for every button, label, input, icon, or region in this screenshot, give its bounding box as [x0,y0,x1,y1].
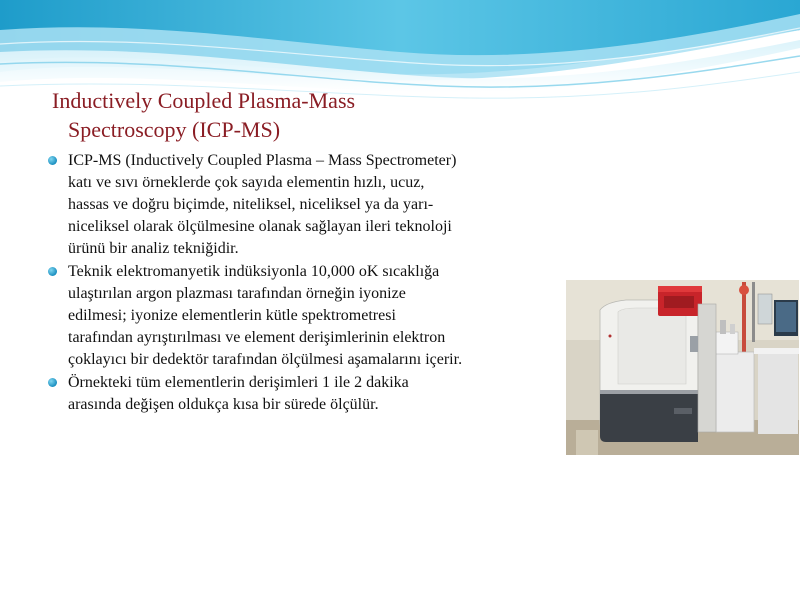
bullet-line: edilmesi; iyonize elementlerin kütle spektrometresi [68,307,396,324]
bullet-dot-icon [48,267,57,276]
bullet-item [44,150,584,260]
bullet-list [44,150,584,417]
bullet-line: niceliksel olarak ölçülmesine olanak sağlayan ileri teknoloji [68,218,452,235]
bullet-line: Teknik elektromanyetik indüksiyonla 10,000 oK sıcaklığa [68,263,440,280]
bullet-line: katı ve sıvı örneklerde çok sayıda elementin hızlı, ucuz, [68,174,425,191]
bullet-line: arasında değişen oldukça kısa bir sürede ölçülür. [68,396,379,413]
bullet-line: Örnekteki tüm elementlerin derişimleri 1 ile 2 dakika [68,374,409,391]
bullet-line: ürünü bir analiz tekniğidir. [68,240,239,257]
icp-ms-instrument-photo [566,280,799,455]
bullet-line: ICP-MS (Inductively Coupled Plasma – Mass Spectrometer) [68,152,457,169]
bullet-line: tarafından ayrıştırılması ve element derişimlerinin elektron [68,329,446,346]
bullet-item [44,372,584,416]
bullet-item [44,261,584,371]
bullet-line: çoklayıcı bir dedektör tarafından ölçülmesi aşamalarını içerir. [68,351,463,368]
slide-title-line2: Spectroscopy (ICP-MS) [68,117,281,142]
bullet-dot-icon [48,378,57,387]
slide-title [52,86,572,144]
bullet-dot-icon [48,156,57,165]
slide-title-line1: Inductively Coupled Plasma-Mass [52,88,356,113]
bullet-line: ulaştırılan argon plazması tarafından örneğin iyonize [68,285,406,302]
bullet-line: hassas ve doğru biçimde, niteliksel, niceliksel ya da yarı- [68,196,434,213]
